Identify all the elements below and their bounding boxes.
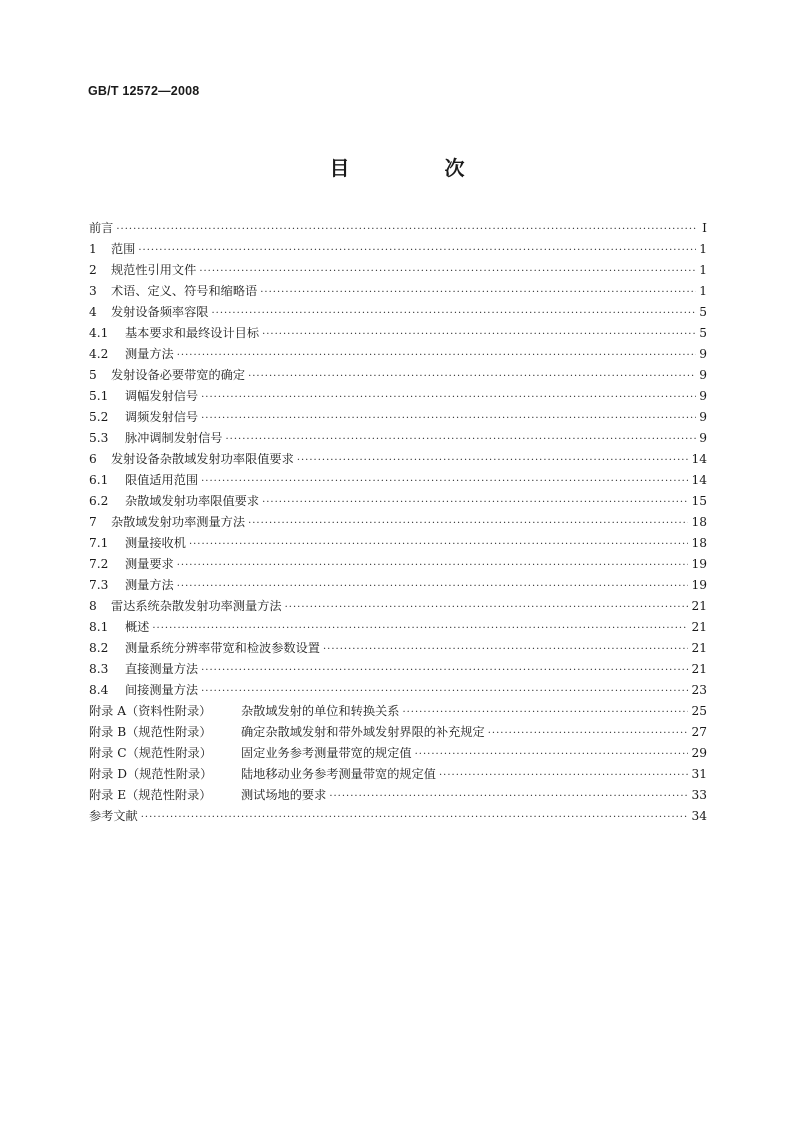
toc-entry-title: 直接测量方法	[125, 662, 199, 676]
toc-entry-title: 测量系统分辨率带宽和检波参数设置	[125, 641, 320, 655]
toc-entry[interactable]	[89, 533, 707, 554]
toc-entry-title: 前言	[89, 221, 114, 235]
dot-leader	[329, 786, 688, 807]
toc-entry-page: 15	[691, 494, 707, 508]
dot-leader	[439, 765, 688, 786]
dot-leader	[297, 450, 689, 471]
dot-leader	[402, 702, 688, 723]
toc-entry[interactable]	[89, 575, 707, 596]
dot-leader	[260, 282, 696, 303]
standard-code: GB/T 12572—2008	[88, 84, 200, 98]
toc-entry-number: 1	[89, 242, 97, 256]
toc-entry-number: 4.2	[89, 347, 109, 361]
toc-entry[interactable]	[89, 554, 707, 575]
toc-entry[interactable]	[89, 407, 707, 428]
dot-leader	[262, 324, 696, 345]
toc-entry-page: 1	[699, 242, 707, 256]
dot-leader	[415, 744, 689, 765]
dot-leader	[141, 807, 689, 828]
toc-entry-title: 限值适用范围	[125, 473, 199, 487]
toc-entry-number: 3	[89, 284, 97, 298]
toc-entry[interactable]	[89, 680, 707, 701]
toc-entry-title: 陆地移动业务参考测量带宽的规定值	[241, 767, 436, 781]
toc-entry[interactable]	[89, 386, 707, 407]
toc-entry-number: 6.1	[89, 473, 109, 487]
dot-leader	[138, 240, 696, 261]
toc-entry-title: 范围	[111, 242, 136, 256]
toc-entry-page: 9	[699, 368, 707, 382]
toc-entry[interactable]	[89, 218, 707, 239]
toc-entry[interactable]	[89, 428, 707, 449]
toc-entry-page: 31	[691, 767, 707, 781]
toc-entry-number: 附录 D（规范性附录）	[89, 767, 213, 781]
toc-entry-number: 8.4	[89, 683, 109, 697]
dot-leader	[177, 555, 689, 576]
toc-entry-number: 附录 C（规范性附录）	[89, 746, 212, 760]
toc-entry-page: 21	[691, 620, 707, 634]
toc-entry-number: 8	[89, 599, 97, 613]
toc-entry-title: 测量接收机	[125, 536, 186, 550]
toc-entry-title: 测量要求	[125, 557, 174, 571]
toc-entry[interactable]	[89, 449, 707, 470]
toc-entry[interactable]	[89, 470, 707, 491]
toc-entry[interactable]	[89, 701, 707, 722]
toc-entry-page: 9	[699, 431, 707, 445]
toc-entry-page: 14	[691, 473, 707, 487]
toc-entry-title: 固定业务参考测量带宽的规定值	[241, 746, 412, 760]
toc-entry-number: 5.3	[89, 431, 109, 445]
dot-leader	[201, 408, 696, 429]
dot-leader	[285, 597, 689, 618]
toc-entry[interactable]	[89, 617, 707, 638]
toc-entry-title: 间接测量方法	[125, 683, 199, 697]
toc-entry[interactable]	[89, 806, 707, 827]
toc-entry-page: Ⅰ	[702, 221, 707, 235]
toc-entry-page: 9	[699, 389, 707, 403]
toc-entry-number: 附录 E（规范性附录）	[89, 788, 212, 802]
dot-leader	[201, 471, 688, 492]
toc-entry-title: 发射设备必要带宽的确定	[111, 368, 246, 382]
toc-entry-page: 21	[691, 599, 707, 613]
toc-entry-title: 杂散域发射功率测量方法	[111, 515, 246, 529]
toc-entry[interactable]	[89, 491, 707, 512]
toc-entry-title: 发射设备频率容限	[111, 305, 209, 319]
toc-entry-title: 杂散域发射功率限值要求	[125, 494, 260, 508]
toc-entry-number: 附录 B（规范性附录）	[89, 725, 212, 739]
toc-entry[interactable]	[89, 785, 707, 806]
toc-entry[interactable]	[89, 764, 707, 785]
dot-leader	[199, 261, 696, 282]
toc-entry-title: 术语、定义、符号和缩略语	[111, 284, 258, 298]
dot-leader	[226, 429, 697, 450]
toc-entry[interactable]	[89, 743, 707, 764]
toc-entry-page: 21	[691, 662, 707, 676]
toc-entry-number: 5.2	[89, 410, 109, 424]
toc-entry-number: 8.3	[89, 662, 109, 676]
toc-entry[interactable]	[89, 365, 707, 386]
toc-entry-page: 9	[699, 410, 707, 424]
toc-list	[89, 218, 707, 827]
toc-entry-page: 1	[699, 263, 707, 277]
toc-entry-title: 基本要求和最终设计目标	[125, 326, 260, 340]
dot-leader	[201, 387, 696, 408]
toc-entry-number: 7.3	[89, 578, 109, 592]
toc-entry-page: 19	[691, 578, 707, 592]
toc-entry-title: 脉冲调制发射信号	[125, 431, 223, 445]
toc-entry-page: 19	[691, 557, 707, 571]
toc-entry-page: 33	[691, 788, 707, 802]
toc-entry-title: 概述	[125, 620, 150, 634]
toc-entry-title: 杂散域发射的单位和转换关系	[241, 704, 400, 718]
toc-entry-title: 确定杂散域发射和带外域发射界限的补充规定	[241, 725, 485, 739]
toc-entry-number: 4.1	[89, 326, 109, 340]
toc-entry-number: 7.2	[89, 557, 109, 571]
toc-entry-page: 1	[699, 284, 707, 298]
toc-entry-title: 测量方法	[125, 578, 174, 592]
dot-leader	[262, 492, 688, 513]
toc-entry-title: 调幅发射信号	[125, 389, 199, 403]
toc-entry-number: 5	[89, 368, 97, 382]
dot-leader	[177, 345, 696, 366]
toc-entry[interactable]	[89, 239, 707, 260]
toc-entry-number: 2	[89, 263, 97, 277]
toc-entry-number: 8.2	[89, 641, 109, 655]
dot-leader	[323, 639, 688, 660]
toc-entry-page: 21	[691, 641, 707, 655]
toc-entry[interactable]	[89, 344, 707, 365]
toc-entry-title: 参考文献	[89, 809, 138, 823]
toc-entry-title: 调频发射信号	[125, 410, 199, 424]
toc-title: 目 次	[329, 156, 509, 180]
toc-entry-number: 6.2	[89, 494, 109, 508]
toc-entry-page: 9	[699, 347, 707, 361]
toc-entry-page: 34	[691, 809, 707, 823]
toc-entry[interactable]	[89, 323, 707, 344]
dot-leader	[488, 723, 689, 744]
dot-leader	[116, 219, 696, 240]
toc-entry-number: 8.1	[89, 620, 109, 634]
toc-entry-title: 测试场地的要求	[241, 788, 327, 802]
toc-entry[interactable]	[89, 260, 707, 281]
dot-leader	[201, 660, 688, 681]
toc-entry[interactable]	[89, 512, 707, 533]
dot-leader	[248, 366, 696, 387]
toc-entry-page: 14	[691, 452, 707, 466]
toc-entry-number: 7	[89, 515, 97, 529]
dot-leader	[248, 513, 688, 534]
toc-entry[interactable]	[89, 281, 707, 302]
toc-entry-page: 18	[691, 536, 707, 550]
toc-entry-page: 5	[699, 326, 707, 340]
toc-entry-page: 23	[691, 683, 707, 697]
toc-entry-page: 25	[691, 704, 707, 718]
dot-leader	[152, 618, 688, 639]
toc-entry-page: 18	[691, 515, 707, 529]
toc-entry-page: 5	[699, 305, 707, 319]
dot-leader	[201, 681, 688, 702]
dot-leader	[212, 303, 697, 324]
toc-entry-page: 27	[691, 725, 707, 739]
toc-entry-number: 6	[89, 452, 97, 466]
toc-entry-page: 29	[691, 746, 707, 760]
toc-entry-number: 7.1	[89, 536, 109, 550]
dot-leader	[177, 576, 689, 597]
toc-entry-title: 测量方法	[125, 347, 174, 361]
toc-entry-title: 规范性引用文件	[111, 263, 197, 277]
toc-entry-number: 5.1	[89, 389, 109, 403]
toc-entry[interactable]	[89, 659, 707, 680]
dot-leader	[189, 534, 689, 555]
toc-entry-title: 雷达系统杂散发射功率测量方法	[111, 599, 282, 613]
toc-entry[interactable]	[89, 596, 707, 617]
toc-entry[interactable]	[89, 722, 707, 743]
toc-entry-number: 4	[89, 305, 97, 319]
toc-entry-number: 附录 A（资料性附录）	[89, 704, 212, 718]
toc-entry-title: 发射设备杂散域发射功率限值要求	[111, 452, 294, 466]
toc-entry[interactable]	[89, 638, 707, 659]
toc-entry[interactable]	[89, 302, 707, 323]
